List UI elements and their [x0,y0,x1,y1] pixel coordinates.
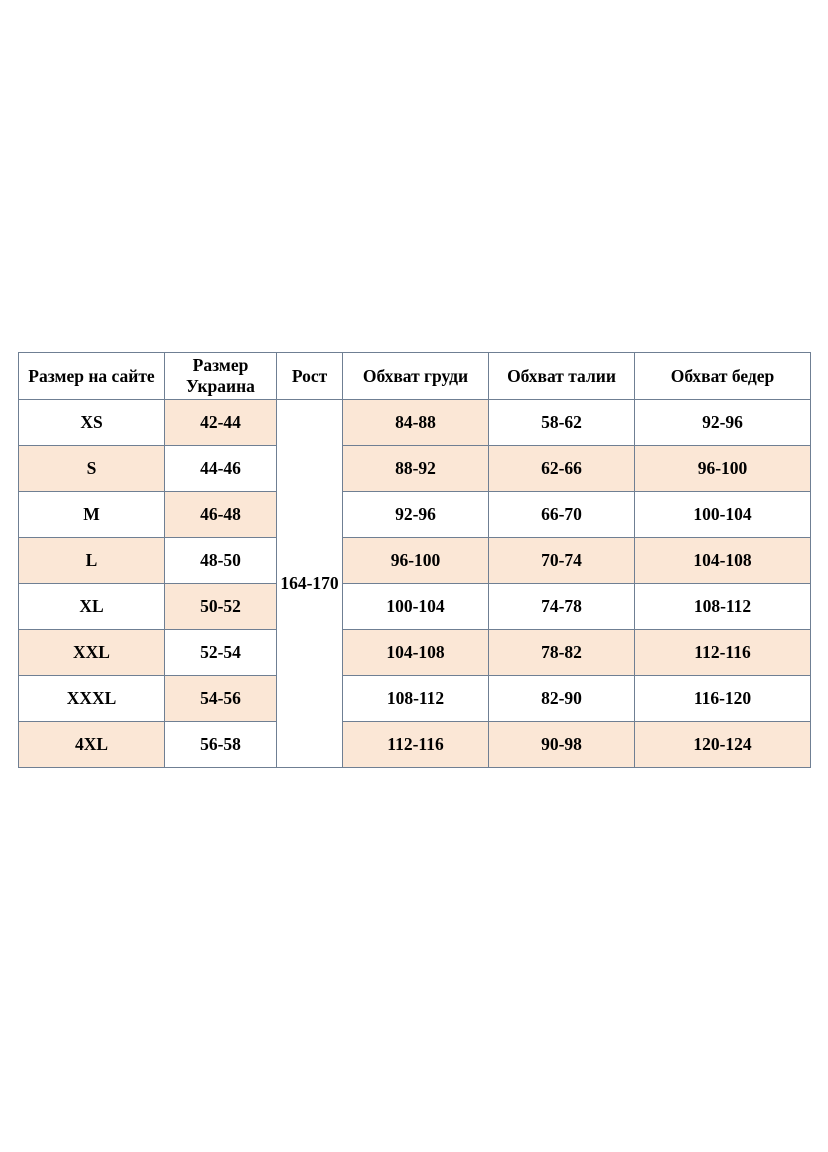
cell-waist: 78-82 [489,630,635,676]
column-header-height: Рост [277,353,343,400]
cell-hips: 120-124 [635,722,811,768]
cell-waist: 62-66 [489,446,635,492]
cell-hips: 104-108 [635,538,811,584]
cell-site-size: XS [19,400,165,446]
cell-site-size: S [19,446,165,492]
cell-chest: 96-100 [343,538,489,584]
cell-hips: 96-100 [635,446,811,492]
table-row [19,584,811,630]
cell-height: 164-170 [277,400,343,768]
cell-waist: 66-70 [489,492,635,538]
cell-hips: 112-116 [635,630,811,676]
column-header-waist: Обхват талии [489,353,635,400]
cell-hips: 108-112 [635,584,811,630]
cell-ua-size: 46-48 [165,492,277,538]
cell-hips: 92-96 [635,400,811,446]
cell-chest: 88-92 [343,446,489,492]
cell-site-size: 4XL [19,722,165,768]
cell-hips: 100-104 [635,492,811,538]
cell-site-size: XL [19,584,165,630]
table-row [19,722,811,768]
column-header-site-size: Размер на сайте [19,353,165,400]
cell-site-size: XXXL [19,676,165,722]
cell-ua-size: 48-50 [165,538,277,584]
cell-ua-size: 56-58 [165,722,277,768]
table-row [19,630,811,676]
column-header-chest: Обхват груди [343,353,489,400]
cell-hips: 116-120 [635,676,811,722]
cell-ua-size: 50-52 [165,584,277,630]
cell-waist: 70-74 [489,538,635,584]
cell-site-size: L [19,538,165,584]
cell-chest: 104-108 [343,630,489,676]
cell-ua-size: 54-56 [165,676,277,722]
table-row [19,400,811,446]
cell-chest: 108-112 [343,676,489,722]
column-header-hips: Обхват бедер [635,353,811,400]
table-row [19,676,811,722]
table-row [19,538,811,584]
size-chart-container [18,352,810,768]
table-row [19,446,811,492]
cell-ua-size: 42-44 [165,400,277,446]
cell-chest: 92-96 [343,492,489,538]
cell-site-size: M [19,492,165,538]
table-header-row [19,353,811,400]
table-row [19,492,811,538]
cell-chest: 84-88 [343,400,489,446]
cell-waist: 58-62 [489,400,635,446]
cell-chest: 100-104 [343,584,489,630]
cell-waist: 82-90 [489,676,635,722]
size-chart-table [18,352,811,768]
cell-waist: 74-78 [489,584,635,630]
cell-chest: 112-116 [343,722,489,768]
cell-waist: 90-98 [489,722,635,768]
cell-ua-size: 52-54 [165,630,277,676]
cell-ua-size: 44-46 [165,446,277,492]
cell-site-size: XXL [19,630,165,676]
column-header-ua-size: Размер Украина [165,353,277,400]
table-body [19,400,811,768]
